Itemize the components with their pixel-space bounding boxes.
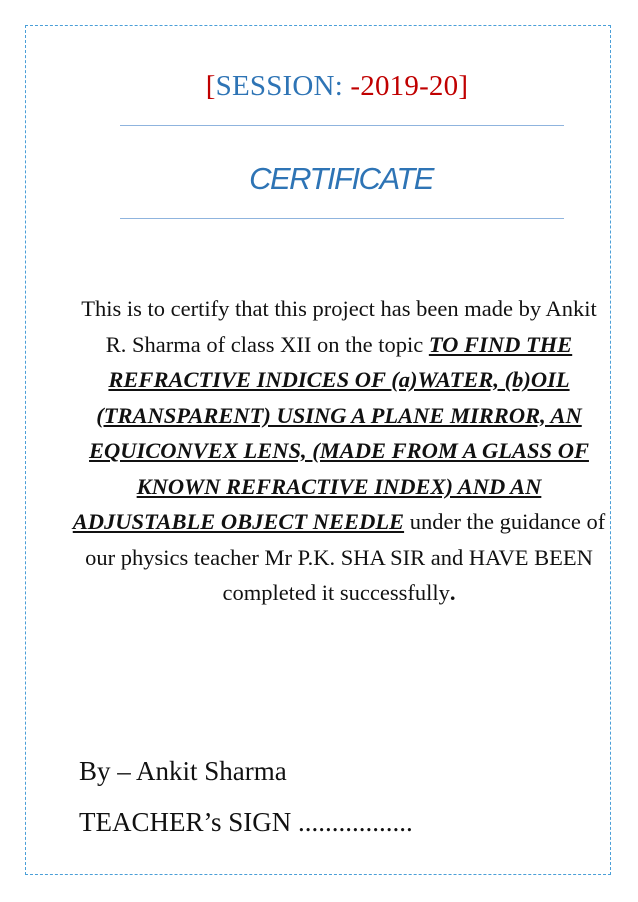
certificate-body (70, 291, 608, 611)
certificate-outro: under the guidance of our physics teacher Mr P.K. SHA SIR and HAVE BEEN completed it successfully (85, 509, 606, 605)
session-year: -2019-20 (342, 70, 459, 102)
session-bracket-close: ] (458, 70, 469, 102)
session-label: SESSION: (215, 70, 343, 102)
author-line: By – Ankit Sharma (79, 756, 287, 786)
session-bracket-open: [ (205, 70, 216, 102)
title-divider (120, 218, 564, 219)
session-header (18, 70, 638, 103)
top-divider (120, 125, 564, 126)
certificate-title: CERTIFICATE (249, 161, 433, 196)
final-period: . (449, 580, 456, 605)
certificate-intro: This is to certify that this project has been made by Ankit R. Sharma of class XII on the topic (81, 296, 597, 357)
teacher-signature-line: TEACHER’s SIGN ................. (79, 807, 413, 837)
project-topic: TO FIND THE REFRACTIVE INDICES OF (a)WATER, (b)OIL (TRANSPARENT) USING A PLANE MIRROR, AN EQUICONVEX LENS, (MADE FROM A GLASS OF KNOWN REFRACTIVE INDEX) AND AN ADJUSTABLE OBJECT NEEDLE (72, 331, 589, 534)
